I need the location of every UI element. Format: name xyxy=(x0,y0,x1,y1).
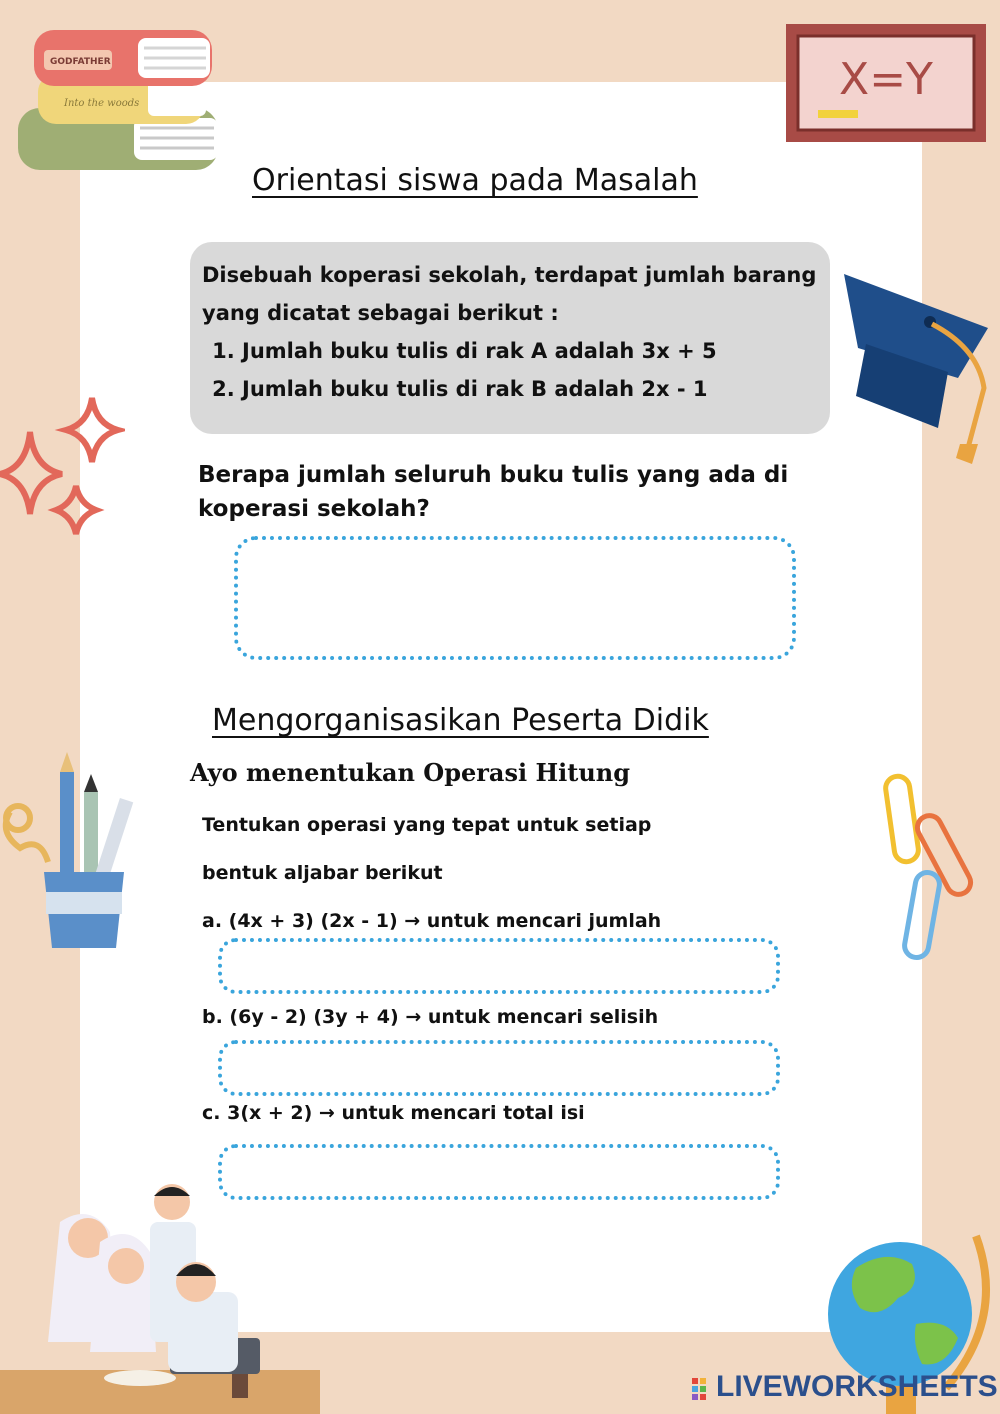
answer-field-a[interactable] xyxy=(218,938,780,994)
main-question: Berapa jumlah seluruh buku tulis yang ada di koperasi sekolah? xyxy=(198,462,789,522)
question-a: a. (4x + 3) (2x - 1) → untuk mencari jumlah xyxy=(202,910,662,932)
students-illustration-icon xyxy=(0,1182,320,1414)
liveworksheets-logo-icon xyxy=(692,1378,714,1402)
answer-field-b[interactable] xyxy=(218,1040,780,1096)
section2-subtitle: Ayo menentukan Operasi Hitung xyxy=(190,758,631,787)
board-text: X=Y xyxy=(839,54,933,105)
section1-title: Orientasi siswa pada Masalah xyxy=(252,163,698,198)
sparkles-icon xyxy=(0,396,125,546)
question-c: c. 3(x + 2) → untuk mencari total isi xyxy=(202,1102,585,1124)
book-label-2: Into the woods xyxy=(64,98,140,109)
graduation-cap-icon xyxy=(838,268,1000,468)
problem-item: 1. Jumlah buku tulis di rak A adalah 3x + 5 xyxy=(242,332,818,370)
problem-item: 2. Jumlah buku tulis di rak B adalah 2x - 1 xyxy=(242,370,818,408)
question-b: b. (6y - 2) (3y + 4) → untuk mencari selisih xyxy=(202,1006,659,1028)
instruction-line-2: bentuk aljabar berikut xyxy=(202,862,443,884)
problem-list xyxy=(202,332,818,408)
problem-intro: Disebuah koperasi sekolah, terdapat jumlah barang yang dicatat sebagai berikut : xyxy=(202,263,817,325)
books-stack-icon xyxy=(14,22,229,187)
main-answer-field[interactable] xyxy=(234,536,796,660)
section2-title: Mengorganisasikan Peserta Didik xyxy=(212,703,709,738)
chalkboard-icon xyxy=(786,24,986,142)
problem-box xyxy=(190,242,830,434)
instruction-line-1: Tentukan operasi yang tepat untuk setiap xyxy=(202,814,652,836)
answer-field-c[interactable] xyxy=(218,1144,780,1200)
brand-name[interactable]: LIVEWORKSHEETS xyxy=(716,1370,998,1403)
book-label-1: GODFATHER xyxy=(50,57,111,67)
pencil-cup-icon xyxy=(0,752,145,952)
paperclips-icon xyxy=(880,772,990,967)
